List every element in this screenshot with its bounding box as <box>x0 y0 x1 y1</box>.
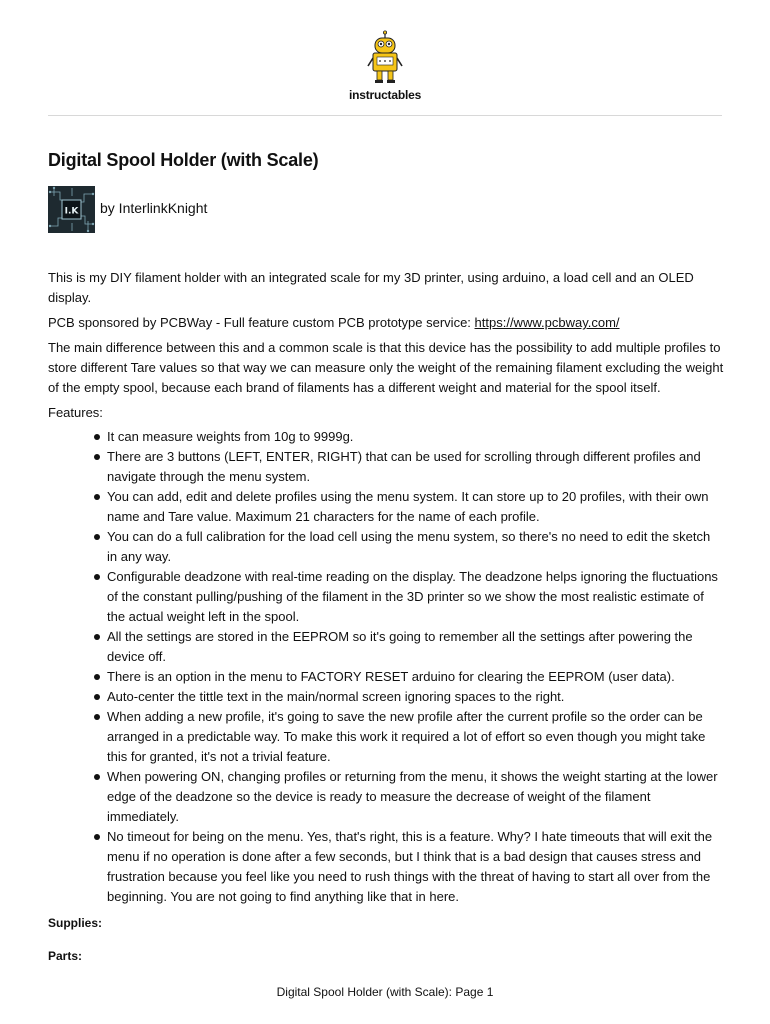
instructables-robot-logo <box>365 30 405 86</box>
feature-item: Auto-center the tittle text in the main/normal screen ignoring spaces to the right. <box>107 687 732 707</box>
supplies-heading: Supplies: <box>48 916 103 930</box>
features-label: Features: <box>48 405 103 420</box>
features-list <box>48 427 732 907</box>
feature-item: There is an option in the menu to FACTORY RESET arduino for clearing the EEPROM (user data). <box>107 667 732 687</box>
feature-item: Configurable deadzone with real-time reading on the display. The deadzone helps ignoring the fluctuations of the constant pulling/pushing of the filament in the 3D printer so we show the most realistic estimate of the actual weight left in the spool. <box>107 567 732 627</box>
pcbway-link[interactable]: https://www.pcbway.com/ <box>474 315 620 330</box>
feature-item: When adding a new profile, it's going to save the new profile after the current profile so the order can be arranged in a predictable way. To make this work it required a lot of effort so even though you might take this for granted, it's not a trivial feature. <box>107 707 732 767</box>
article-title: Digital Spool Holder (with Scale) <box>48 150 319 170</box>
avatar-initials: I.K <box>64 206 79 216</box>
feature-item: You can do a full calibration for the load cell using the menu system, so there's no need to edit the sketch in any way. <box>107 527 732 567</box>
intro-paragraph: This is my DIY filament holder with an integrated scale for my 3D printer, using arduino, a load cell and an OLED display. <box>48 270 694 305</box>
feature-item: It can measure weights from 10g to 9999g. <box>107 427 732 447</box>
author-row[interactable] <box>48 185 207 233</box>
difference-paragraph: The main difference between this and a common scale is that this device has the possibility to add multiple profiles to store different Tare values so that way we can measure only the weight of the remaining filament excluding the weight of the empty spool, because each brand of filaments has a different weight and material for the spool itself. <box>48 340 724 395</box>
header-divider <box>48 115 722 116</box>
sponsor-text: PCB sponsored by PCBWay - Full feature custom PCB prototype service: <box>48 315 475 330</box>
site-header <box>0 30 770 102</box>
feature-item: No timeout for being on the menu. Yes, that's right, this is a feature. Why? I hate timeouts that will exit the menu if no operation is done after a few seconds, but I think that is a bad design that causes stress and frustration because you feel like you need to rush things with the threat of having to start all over from the beginning. You are not going to find anything like that in here. <box>107 827 732 907</box>
author-byline[interactable]: by InterlinkKnight <box>100 200 208 216</box>
parts-heading: Parts: <box>48 949 83 963</box>
author-avatar[interactable] <box>48 186 95 233</box>
feature-item: All the settings are stored in the EEPROM so it's going to remember all the settings after powering the device off. <box>107 627 732 667</box>
feature-item: You can add, edit and delete profiles using the menu system. It can store up to 20 profiles, with their own name and Tare value. Maximum 21 characters for the name of each profile. <box>107 487 732 527</box>
feature-item: When powering ON, changing profiles or returning from the menu, it shows the weight starting at the lower edge of the deadzone so the device is ready to measure the decrease of weight of the filament immediately. <box>107 767 732 827</box>
article-body <box>48 268 732 907</box>
sponsor-paragraph <box>48 313 732 333</box>
brand-name: instructables <box>348 88 422 102</box>
feature-item: There are 3 buttons (LEFT, ENTER, RIGHT) that can be used for scrolling through different profiles and navigate through the menu system. <box>107 447 732 487</box>
page-footer: Digital Spool Holder (with Scale): Page 1 <box>276 985 494 999</box>
